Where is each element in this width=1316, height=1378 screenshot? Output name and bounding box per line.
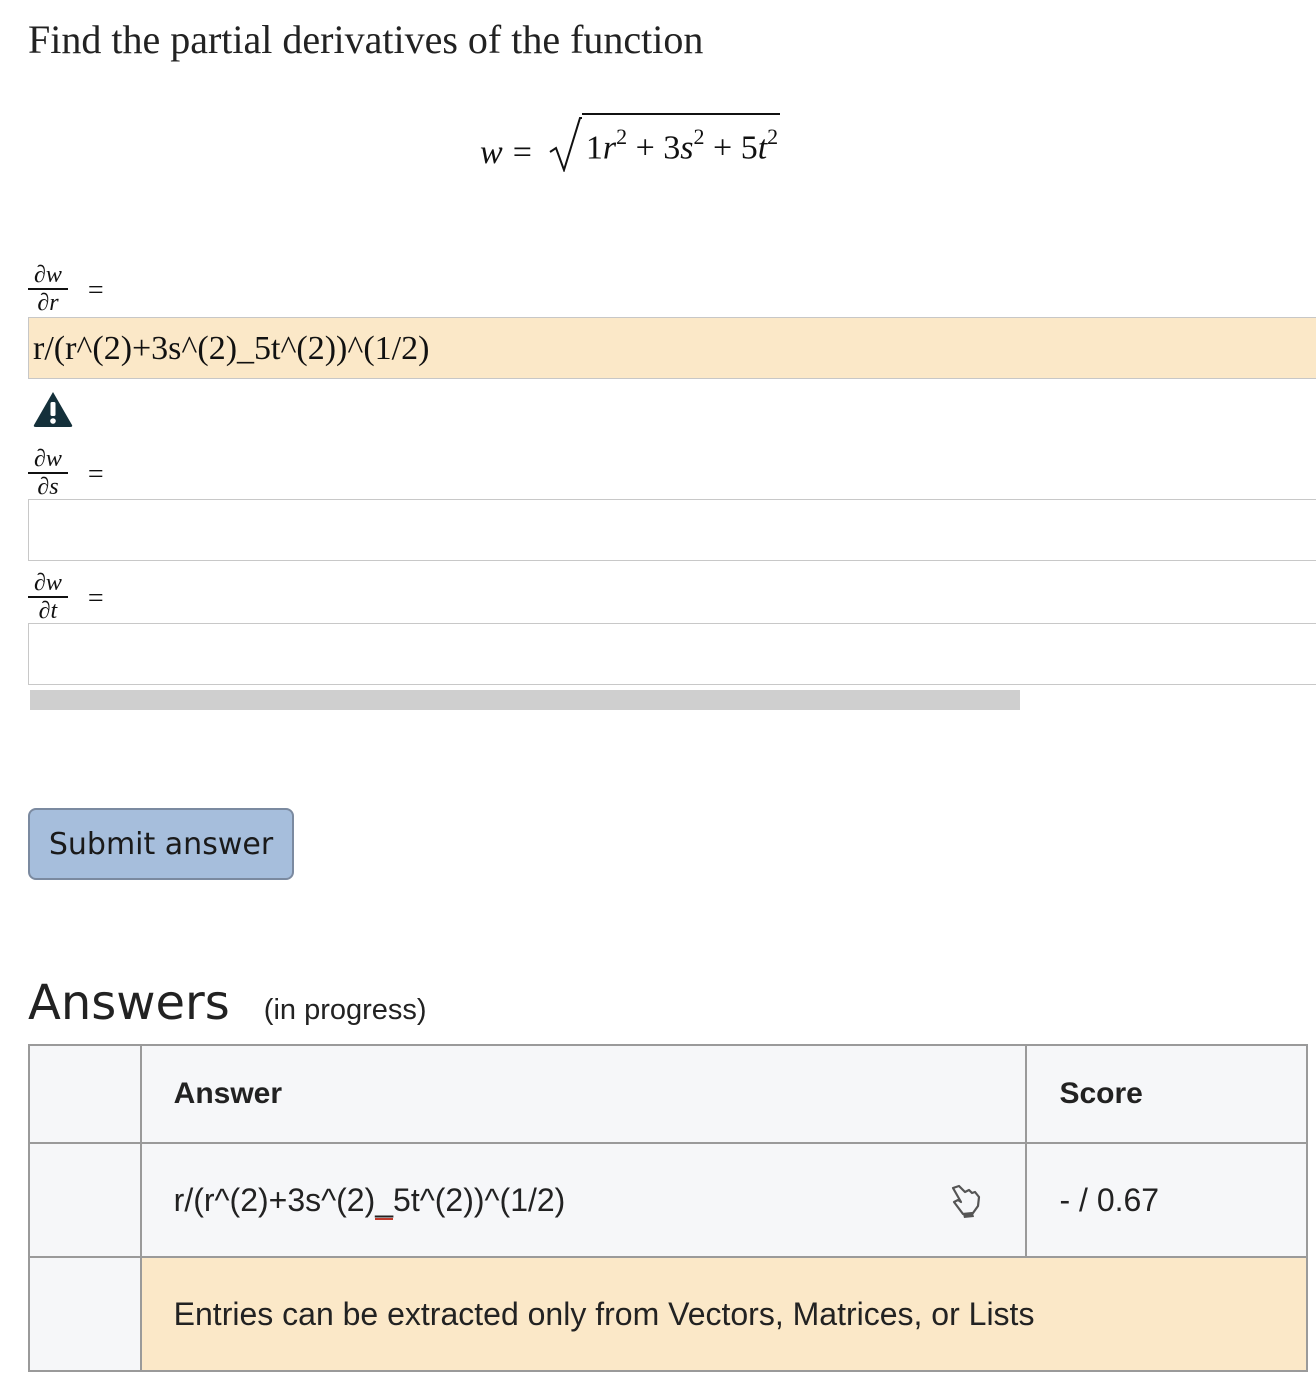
score-cell: - / 0.67 <box>1026 1143 1307 1257</box>
radical-sign-icon <box>548 116 582 172</box>
answers-title: Answers <box>28 975 230 1031</box>
square-root <box>548 113 780 172</box>
header-answer: Answer <box>141 1045 1027 1143</box>
warning-triangle-icon <box>32 390 74 428</box>
partial-r-input[interactable]: r/(r^(2)+3s^(2)_5t^(2))^(1/2) <box>28 317 1316 379</box>
answer-text: r/(r^(2)+3s^(2)_5t^(2))^(1/2) <box>173 1181 566 1218</box>
answers-status: (in progress) <box>263 994 427 1026</box>
formula-lhs: w <box>480 134 503 171</box>
row-index-cell <box>29 1143 141 1257</box>
function-formula <box>480 112 780 172</box>
table-row <box>29 1143 1307 1257</box>
table-row <box>29 1257 1307 1371</box>
answers-table <box>28 1044 1308 1372</box>
feedback-message: Entries can be extracted only from Vectors, Matrices, or Lists <box>141 1257 1307 1371</box>
partial-t-input[interactable] <box>28 623 1316 685</box>
header-score: Score <box>1026 1045 1307 1143</box>
row-index-cell <box>29 1257 141 1371</box>
horizontal-scrollbar[interactable] <box>30 690 1020 710</box>
formula-equals: = <box>512 134 532 171</box>
radicand: $1r^2 + 3s^2 + 5t^2$ <box>582 113 780 172</box>
question-prompt: Find the partial derivatives of the function <box>28 17 704 62</box>
partial-t-label: $\frac{\partial w}{\partial t}$ = <box>28 570 104 624</box>
partial-r-label: $\frac{\partial w}{\partial r}$ = <box>28 262 104 316</box>
table-header-row <box>29 1045 1307 1143</box>
hand-pointer-icon[interactable] <box>945 1180 985 1220</box>
answers-heading <box>28 975 427 1031</box>
partial-s-label: $\frac{\partial w}{\partial s}$ = <box>28 446 104 500</box>
partial-s-input[interactable] <box>28 499 1316 561</box>
answer-cell <box>141 1143 1027 1257</box>
submit-answer-button[interactable]: Submit answer <box>28 808 294 880</box>
header-blank <box>29 1045 141 1143</box>
